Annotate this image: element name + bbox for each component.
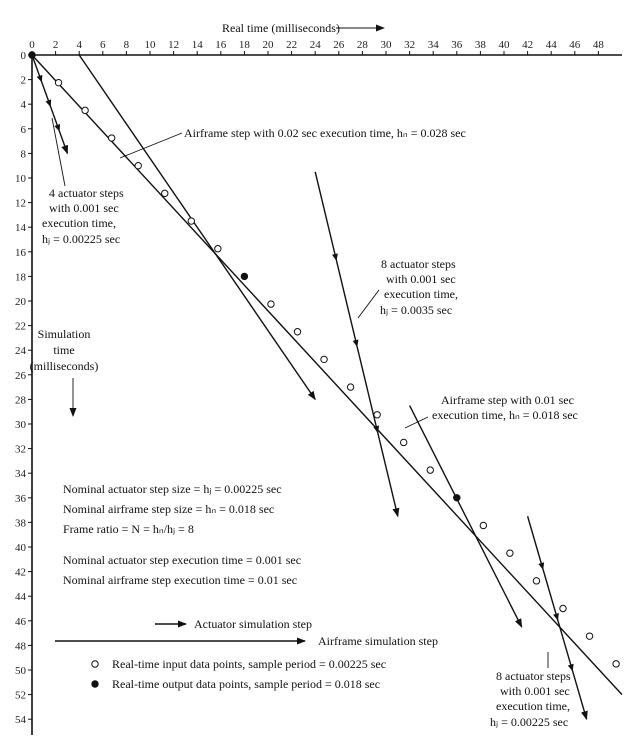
- y-tick-label: 22: [15, 320, 26, 333]
- x-tick-label: 18: [238, 39, 250, 51]
- input-data-point: [188, 218, 194, 224]
- note-frame-ratio: Frame ratio = N = hₙ/hⱼ = 8: [63, 522, 194, 536]
- x-tick-label: 38: [474, 39, 486, 51]
- annotation-act8a-line-2: with 0.001 sec: [386, 272, 456, 286]
- x-tick-label: 10: [144, 39, 156, 51]
- x-tick-label: 6: [100, 39, 106, 51]
- x-tick-label: 32: [404, 39, 416, 51]
- y-axis-title-line-1: Simulation: [37, 327, 91, 341]
- input-data-point: [294, 329, 300, 335]
- note-airframe-step-size: Nominal airframe step size = hₙ = 0.018 sec: [63, 502, 275, 516]
- output-data-point: [241, 273, 247, 279]
- x-tick-label: 16: [215, 39, 227, 51]
- annotation-act8b-line-4: hⱼ = 0.00225 sec: [490, 715, 569, 729]
- input-data-point: [533, 578, 539, 584]
- legend-input-label: Real-time input data points, sample period = 0.00225 sec: [112, 657, 387, 671]
- y-tick-label: 20: [15, 296, 26, 308]
- annotation-airframe-step-1: Airframe step with 0.02 sec execution time, hₙ = 0.028 sec: [184, 126, 466, 140]
- y-tick-label: 10: [15, 173, 26, 185]
- x-tick-label: 8: [123, 39, 130, 51]
- x-tick-label: 34: [427, 39, 439, 51]
- legend-airframe-label: Airframe simulation step: [318, 634, 438, 648]
- y-ticks: [15, 50, 32, 726]
- leader-airframe-step-1: [120, 133, 182, 158]
- input-data-point: [480, 522, 486, 528]
- input-data-point: [55, 79, 61, 85]
- note-actuator-execution-time: Nominal actuator step execution time = 0.001 sec: [63, 553, 302, 567]
- y-tick-label: 12: [15, 197, 26, 210]
- legend-actuator-label: Actuator simulation step: [194, 617, 312, 631]
- legend: [55, 617, 438, 691]
- y-tick-label: 28: [15, 394, 26, 407]
- x-tick-label: 48: [592, 39, 604, 51]
- output-data-point: [454, 495, 460, 501]
- y-tick-label: 54: [15, 714, 26, 727]
- y-tick-label: 6: [20, 123, 26, 136]
- y-tick-label: 40: [15, 542, 26, 554]
- x-tick-label: 0: [29, 39, 35, 51]
- x-tick-label: 46: [569, 39, 581, 51]
- y-tick-label: 2: [20, 74, 26, 87]
- y-tick-label: 30: [15, 419, 26, 431]
- input-data-point: [613, 661, 619, 667]
- y-tick-label: 0: [20, 50, 26, 62]
- annotation-act4-line-1: 4 actuator steps: [49, 186, 124, 200]
- y-tick-label: 48: [15, 640, 26, 653]
- y-tick-label: 52: [15, 689, 26, 702]
- y-tick-label: 46: [15, 615, 26, 628]
- x-tick-label: 36: [451, 39, 463, 51]
- input-data-point: [586, 633, 592, 639]
- annotation-act4-line-2: with 0.001 sec: [49, 201, 119, 215]
- x-tick-label: 40: [498, 39, 510, 51]
- y-tick-label: 32: [15, 443, 26, 456]
- realtime-line: [29, 55, 622, 695]
- y-tick-label: 14: [15, 222, 26, 235]
- input-data-point: [82, 107, 88, 113]
- annotation-act8a-line-4: hⱼ = 0.0035 sec: [380, 303, 453, 317]
- input-data-point: [427, 467, 433, 473]
- x-tick-label: 30: [380, 39, 392, 51]
- legend-input-marker: [92, 661, 98, 667]
- annotation-act4-line-3: execution time,: [42, 216, 116, 230]
- actuator-step-arrow: [37, 75, 45, 84]
- y-tick-label: 44: [15, 591, 26, 604]
- input-data-point: [321, 356, 327, 362]
- input-data-point: [268, 301, 274, 307]
- y-tick-label: 50: [15, 665, 26, 677]
- input-data-point: [401, 439, 407, 445]
- y-tick-label: 16: [15, 246, 26, 259]
- input-data-point: [215, 246, 221, 252]
- y-tick-label: 26: [15, 369, 26, 382]
- y-tick-label: 42: [15, 566, 26, 579]
- x-tick-label: 4: [76, 39, 82, 51]
- x-ticks: [29, 39, 604, 55]
- input-data-point: [162, 190, 168, 196]
- output-data-point: [29, 52, 35, 58]
- x-tick-label: 44: [545, 39, 557, 51]
- x-tick-label: 12: [168, 39, 180, 51]
- airframe-step-line: [410, 406, 522, 627]
- y-tick-label: 36: [15, 492, 26, 505]
- x-tick-label: 24: [309, 39, 321, 51]
- annotation-act4-line-4: hⱼ = 0.00225 sec: [42, 232, 121, 246]
- x-tick-label: 22: [286, 39, 298, 51]
- x-tick-label: 20: [262, 39, 274, 51]
- input-data-point: [507, 550, 513, 556]
- y-axis-title-line-2: time: [53, 343, 75, 357]
- annotation-act8b-line-2: with 0.001 sec: [500, 684, 570, 698]
- annotation-act8b-line-3: execution time,: [496, 699, 570, 713]
- legend-output-label: Real-time output data points, sample period = 0.018 sec: [112, 677, 381, 691]
- y-tick-label: 18: [15, 271, 26, 284]
- note-airframe-execution-time: Nominal airframe step execution time = 0.01 sec: [63, 573, 298, 587]
- actuator-step-arrow: [54, 124, 62, 133]
- annotation-act8b-line-1: 8 actuator steps: [496, 669, 571, 683]
- input-data-point: [135, 163, 141, 169]
- x-tick-label: 42: [522, 39, 534, 51]
- y-tick-label: 8: [20, 148, 26, 161]
- x-tick-label: 28: [356, 39, 368, 51]
- legend-output-marker: [92, 681, 98, 687]
- y-tick-label: 4: [20, 99, 26, 112]
- actuator-step-arrow: [46, 99, 54, 108]
- leader-act8a: [358, 290, 379, 318]
- x-tick-label: 14: [191, 39, 203, 51]
- annotation-act8a-line-1: 8 actuator steps: [381, 257, 456, 271]
- y-axis-title-line-3: (milliseconds): [29, 359, 99, 373]
- annotation-airframe-step-2-line-2: execution time, hₙ = 0.018 sec: [432, 408, 578, 422]
- x-tick-label: 26: [333, 39, 345, 51]
- y-tick-label: 34: [15, 468, 26, 481]
- y-tick-label: 38: [15, 517, 26, 530]
- series-lines: [29, 55, 622, 719]
- x-tick-label: 2: [52, 39, 59, 51]
- y-tick-label: 24: [15, 345, 26, 358]
- x-axis-title: Real time (milliseconds): [222, 21, 340, 35]
- annotation-airframe-step-2-line-1: Airframe step with 0.01 sec: [441, 393, 574, 407]
- input-data-point: [560, 605, 566, 611]
- actuator-step-arrow: [538, 562, 546, 570]
- input-data-point: [108, 135, 114, 141]
- note-actuator-step-size: Nominal actuator step size = hⱼ = 0.00225 sec: [63, 482, 282, 496]
- input-data-point: [374, 412, 380, 418]
- annotation-act8a-line-3: execution time,: [384, 287, 458, 301]
- input-data-point: [347, 384, 353, 390]
